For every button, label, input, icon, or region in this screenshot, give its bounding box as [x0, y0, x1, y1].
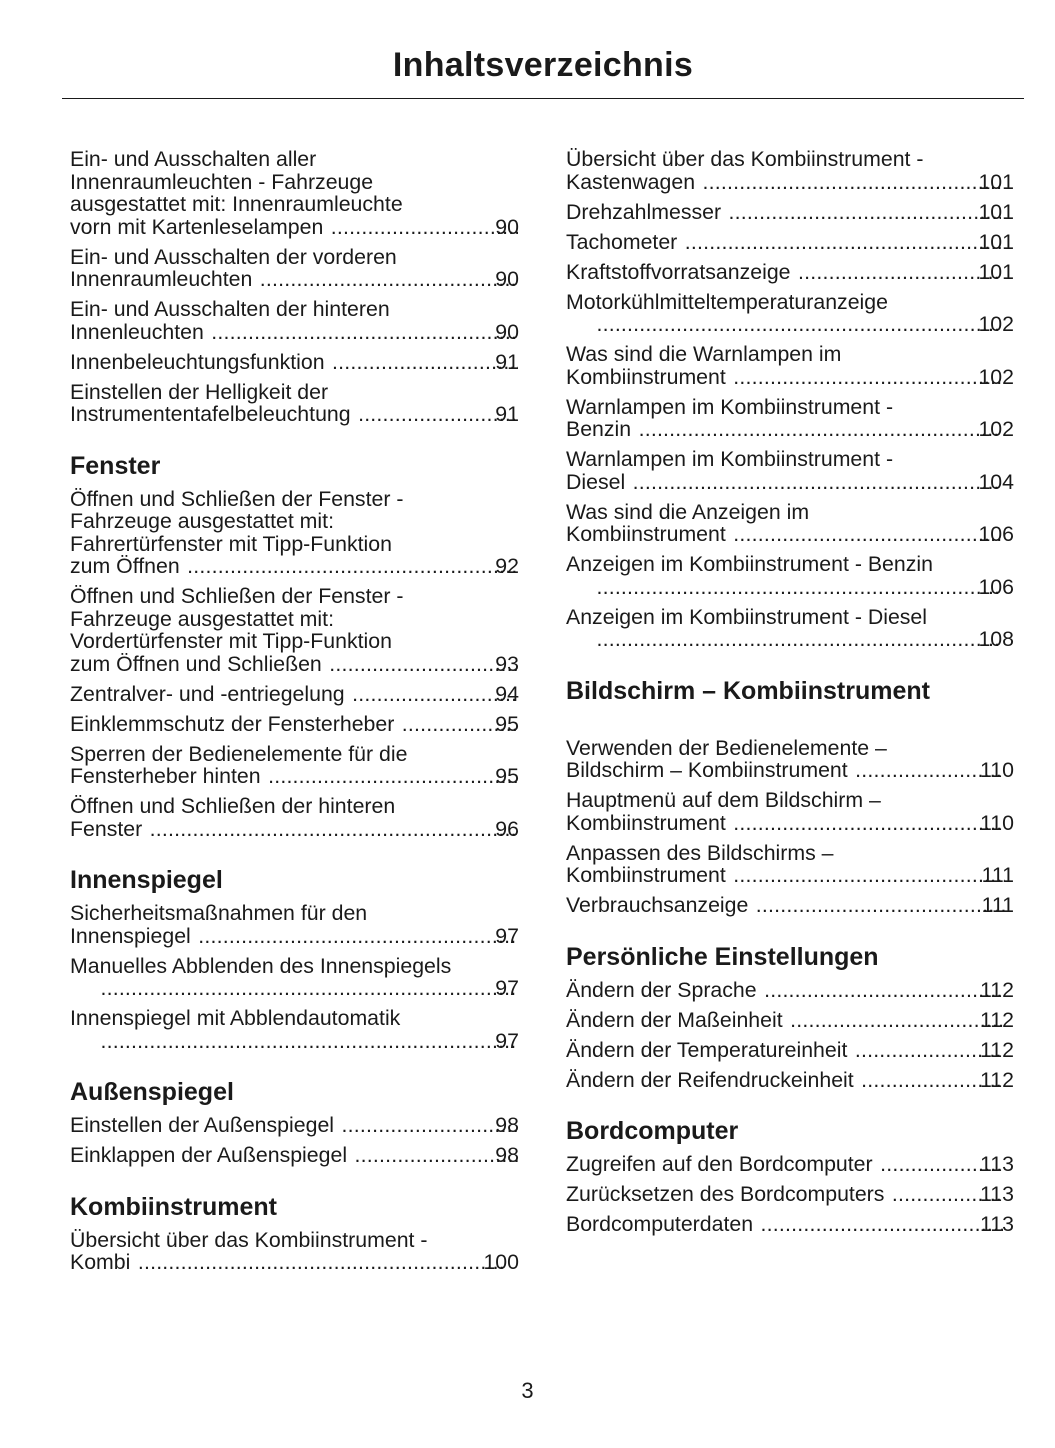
dot-leader [148, 818, 518, 841]
dot-leader [351, 683, 519, 706]
dot-leader [595, 313, 1001, 336]
toc-page-number: 95 [495, 764, 519, 788]
toc-page-number: 110 [980, 810, 1014, 835]
toc-entry-text: vorn mit Kartenleselampen [70, 214, 324, 239]
toc-entry[interactable] [566, 501, 1014, 546]
toc-entry-text: Kombi [70, 1250, 131, 1274]
toc-entry-text: Warnlampen im Kombiinstrument - [566, 447, 894, 471]
toc-entry[interactable] [70, 902, 519, 947]
toc-entry[interactable] [566, 606, 1014, 651]
toc-page-number: 106 [978, 522, 1014, 546]
toc-page-number: 96 [495, 816, 519, 841]
toc-page-number: 108 [978, 627, 1014, 651]
section-heading: Bildschirm – Kombiinstrument [566, 676, 930, 705]
section-heading: Persönliche Einstellungen [566, 942, 879, 971]
toc-entry-text: Einklappen der Außenspiegel [70, 1143, 348, 1167]
toc-entry-text: Hauptmenü auf dem Bildschirm – [566, 788, 881, 812]
toc-entry-text: Innenraumleuchten [70, 267, 253, 291]
dot-leader [197, 925, 519, 948]
toc-entry-text: Was sind die Anzeigen im [566, 499, 810, 524]
dot-leader [789, 1009, 1003, 1032]
toc-entry[interactable] [566, 201, 1014, 224]
toc-entry-text: Zugreifen auf den Bordcomputer [566, 1152, 873, 1176]
dot-leader [595, 628, 1001, 651]
toc-entry-text: Kastenwagen [566, 169, 696, 194]
dot-leader [732, 523, 1002, 546]
toc-page-number: 112 [980, 1067, 1014, 1092]
toc-entry-text: Kombiinstrument [566, 364, 726, 389]
toc-entry-text: Einklemmschutz der Fensterheber [70, 711, 395, 736]
toc-page-number: 90 [495, 319, 519, 344]
dot-leader [683, 231, 1001, 254]
toc-entry[interactable] [70, 585, 519, 675]
dot-leader [759, 1213, 1003, 1236]
toc-entry-text: Motorkühlmitteltemperaturanzeige [566, 289, 888, 314]
toc-page-number: 112 [980, 1007, 1014, 1032]
section-heading: Außenspiegel [70, 1078, 234, 1106]
toc-entry-text: Einstellen der Helligkeit der [70, 379, 329, 404]
toc-entry-text: Ein- und Ausschalten der vorderen [70, 244, 397, 269]
dot-leader [353, 1144, 518, 1167]
section-heading: Fenster [70, 451, 161, 480]
toc-entry[interactable] [70, 488, 519, 578]
toc-entry-text: Fahrertürfenster mit Tipp-Funktion [70, 531, 392, 556]
toc-entry-text: Anzeigen im Kombiinstrument - Benzin [566, 552, 933, 576]
toc-entry[interactable] [70, 713, 519, 736]
toc-entry[interactable] [566, 1213, 1014, 1236]
toc-entry-text: Fenster [70, 816, 143, 841]
toc-entry-text: Zentralver- und -entriegelung [70, 681, 345, 706]
toc-page-number: 102 [978, 312, 1014, 336]
toc-page-number: 101 [978, 259, 1014, 284]
toc-page-number: 102 [978, 417, 1014, 441]
toc-entry[interactable] [70, 246, 519, 291]
toc-entry-text: Sperren der Bedienelemente für die [70, 741, 408, 766]
toc-entry-text: Instrumententafelbeleuchtung [70, 402, 351, 426]
toc-entry-text: Kombiinstrument [566, 810, 726, 835]
dot-leader [267, 765, 519, 788]
toc-entry-text: Diesel [566, 469, 626, 494]
toc-entry-text: Was sind die Warnlampen im [566, 342, 842, 366]
toc-entry-text: Anpassen des Bildschirms – [566, 840, 834, 865]
toc-entry-text: Ändern der Reifendruckeinheit [566, 1067, 854, 1092]
toc-page-number: 98 [495, 1143, 519, 1167]
dot-leader [258, 268, 518, 291]
toc-page-number: 92 [495, 554, 519, 578]
toc-entry[interactable] [566, 1009, 1014, 1032]
toc-entry-text: Innenbeleuchtungsfunktion [70, 349, 325, 374]
toc-page-number: 98 [495, 1113, 519, 1137]
toc-page-number: 91 [495, 349, 519, 374]
toc-entry-text: Zurücksetzen des Bordcomputers [566, 1182, 885, 1206]
toc-entry-text: zum Öffnen [70, 554, 180, 578]
toc-entry-text: Fahrzeuge ausgestattet mit: [70, 606, 334, 631]
toc-page-number: 101 [978, 229, 1014, 254]
toc-entry-text: Übersicht über das Kombiinstrument - [70, 1227, 428, 1252]
toc-entry-text: Ein- und Ausschalten der hinteren [70, 297, 390, 321]
toc-entry[interactable] [70, 1144, 519, 1167]
toc-entry[interactable] [70, 795, 519, 840]
dot-leader [727, 201, 1001, 224]
toc-page-number: 112 [980, 977, 1014, 1002]
toc-entry[interactable] [566, 894, 1014, 917]
section-heading: Kombiinstrument [70, 1192, 277, 1221]
toc-page-number: 111 [981, 893, 1014, 917]
dot-leader [763, 979, 1003, 1002]
toc-entry-text: Anzeigen im Kombiinstrument - Diesel [566, 604, 928, 629]
toc-column-right [566, 148, 1014, 1243]
toc-entry-text: Warnlampen im Kombiinstrument - [566, 394, 894, 419]
toc-column-left [70, 148, 519, 1281]
toc-entry-text: Bildschirm – Kombiinstrument [566, 758, 848, 782]
toc-page-number: 100 [483, 1250, 519, 1274]
toc-entry-text: ausgestattet mit: Innenraumleuchte [70, 192, 403, 216]
toc-page-number: 90 [495, 267, 519, 291]
toc-page-number: 112 [980, 1037, 1014, 1062]
toc-entry-text: Öffnen und Schließen der Fenster - [70, 486, 404, 511]
toc-entry-text: Verbrauchsanzeige [566, 893, 749, 917]
toc-entry-text: Übersicht über das Kombiinstrument - [566, 147, 924, 171]
toc-entry[interactable] [70, 148, 519, 238]
dot-leader [732, 366, 1002, 389]
toc-entry-text: Benzin [566, 417, 632, 441]
toc-entry-text: Kombiinstrument [566, 863, 726, 887]
toc-entry[interactable] [70, 1114, 519, 1137]
dot-leader [99, 977, 518, 1000]
toc-entry[interactable] [70, 1229, 519, 1274]
toc-entry-text: Innenraumleuchten - Fahrzeuge [70, 169, 374, 194]
dot-leader [331, 351, 519, 374]
toc-entry[interactable] [566, 448, 1014, 493]
dot-leader [186, 555, 519, 578]
dot-leader [754, 894, 1004, 917]
toc-entry[interactable] [566, 1153, 1014, 1176]
section-heading: Bordcomputer [566, 1117, 739, 1145]
toc-page-number: 101 [978, 199, 1014, 224]
toc-entry-text: Sicherheitsmaßnahmen für den [70, 901, 368, 925]
toc-entry[interactable] [566, 789, 1014, 834]
toc-entry-text: Öffnen und Schließen der hinteren [70, 794, 396, 818]
toc-entry-text: Fensterheber hinten [70, 764, 261, 788]
toc-entry-text: Ein- und Ausschalten aller [70, 147, 317, 171]
dot-leader [732, 864, 1005, 887]
toc-entry[interactable] [566, 231, 1014, 254]
dot-leader [329, 216, 518, 239]
toc-page-number: 94 [495, 681, 519, 706]
toc-entry-text: Verwenden der Bedienelemente – [566, 735, 887, 760]
toc-entry-text: Kombiinstrument [566, 522, 726, 546]
toc-page-number: 110 [980, 758, 1014, 782]
dot-leader [340, 1114, 518, 1137]
toc-entry[interactable] [70, 1007, 519, 1052]
toc-entry[interactable] [566, 553, 1014, 598]
toc-page-number: 90 [495, 214, 519, 239]
toc-entry-text: Drehzahlmesser [566, 199, 722, 224]
toc-page-number: 102 [978, 364, 1014, 389]
toc-entry[interactable] [70, 298, 519, 343]
toc-entry[interactable] [566, 842, 1014, 887]
page-number: 3 [521, 1378, 534, 1403]
toc-entry-text: Vordertürfenster mit Tipp-Funktion [70, 629, 392, 653]
toc-page-number: 101 [978, 169, 1014, 194]
toc-entry-text: Innenleuchten [70, 319, 204, 344]
toc-entry[interactable] [566, 1039, 1014, 1062]
toc-entry[interactable] [566, 737, 1014, 782]
toc-entry-text: Ändern der Maßeinheit [566, 1007, 783, 1032]
toc-entry[interactable] [566, 291, 1014, 336]
toc-entry[interactable] [70, 351, 519, 374]
toc-entry-text: Ändern der Sprache [566, 977, 757, 1002]
section-heading: Innenspiegel [70, 866, 223, 894]
toc-entry[interactable] [70, 955, 519, 1000]
toc-entry[interactable] [566, 148, 1014, 193]
toc-entry[interactable] [566, 1069, 1014, 1092]
toc-entry[interactable] [70, 743, 519, 788]
dot-leader [732, 812, 1003, 835]
toc-entry-text: Innenspiegel mit Abblendautomatik [70, 1006, 401, 1030]
dot-leader [99, 1030, 518, 1053]
toc-page-number: 113 [980, 1152, 1014, 1176]
toc-entry[interactable] [566, 261, 1014, 284]
dot-leader [637, 418, 1001, 441]
toc-page-number: 104 [978, 469, 1014, 494]
toc-entry-text: Fahrzeuge ausgestattet mit: [70, 509, 334, 533]
toc-entry-text: Einstellen der Außenspiegel [70, 1113, 335, 1137]
toc-page-number: 97 [495, 976, 519, 1000]
dot-leader [595, 576, 1001, 599]
toc-page-number: 97 [495, 1028, 519, 1053]
toc-page-number: 93 [495, 651, 519, 676]
toc-entry[interactable] [566, 396, 1014, 441]
toc-page-number: 111 [981, 863, 1014, 887]
dot-leader [357, 403, 519, 426]
toc-page-number: 95 [495, 711, 519, 736]
toc-entry-text: zum Öffnen und Schließen [70, 651, 322, 676]
toc-entry[interactable] [566, 343, 1014, 388]
toc-entry-text: Kraftstoffvorratsanzeige [566, 259, 791, 284]
toc-page-number: 97 [495, 923, 519, 948]
toc-page-number: 113 [980, 1212, 1014, 1236]
toc-entry[interactable] [566, 1183, 1014, 1206]
dot-leader [210, 321, 518, 344]
toc-entry[interactable] [70, 683, 519, 706]
page-title: Inhaltsverzeichnis [392, 46, 694, 84]
toc-entry[interactable] [566, 979, 1014, 1002]
title-divider [62, 98, 1024, 99]
toc-entry-text: Innenspiegel [70, 923, 191, 948]
dot-leader [328, 653, 519, 676]
toc-page-number: 91 [495, 402, 519, 426]
toc-entry-text: Bordcomputerdaten [566, 1212, 754, 1236]
toc-page-number: 113 [980, 1182, 1014, 1206]
toc-entry-text: Tachometer [566, 229, 678, 254]
dot-leader [136, 1251, 506, 1274]
dot-leader [701, 171, 1001, 194]
toc-entry-text: Manuelles Abblenden des Innenspiegels [70, 953, 452, 978]
toc-entry-text: Öffnen und Schließen der Fenster - [70, 584, 404, 608]
dot-leader [797, 261, 1002, 284]
toc-entry[interactable] [70, 381, 519, 426]
toc-page-number: 106 [978, 574, 1014, 599]
dot-leader [631, 471, 1001, 494]
toc-entry-text: Ändern der Temperatureinheit [566, 1037, 848, 1062]
